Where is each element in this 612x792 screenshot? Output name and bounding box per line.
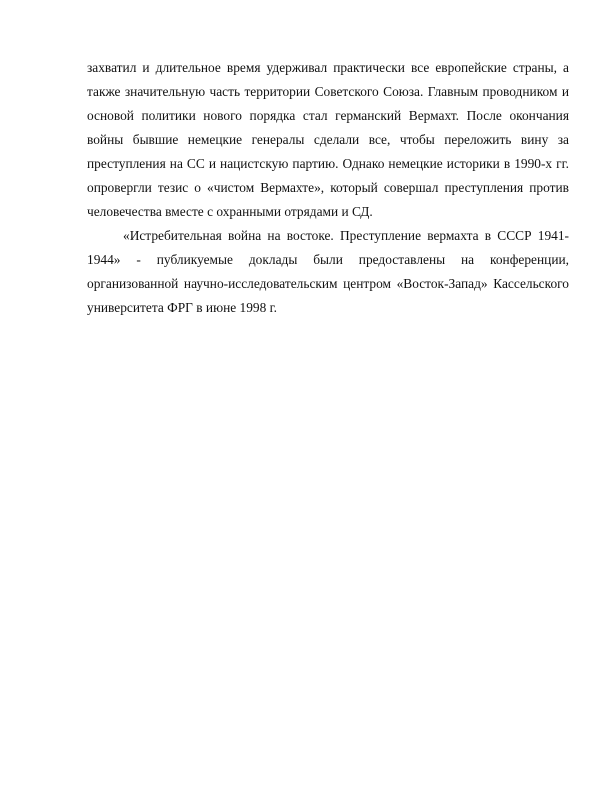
paragraph-continuation: захватил и длительное время удерживал практически все европейские страны, а также значительную часть территории Советского Союза. Главным проводником и основой политики нового порядка стал германский Вермахт. После окончания войны бывшие немецкие генералы сделали все, чтобы переложить вину за преступления на СС и нацистскую партию. Однако немецкие историки в 1990-х гг. опровергли тезис о «чистом Вермахте», который совершал преступления против человечества вместе с охранными отрядами и СД. — [87, 60, 569, 219]
body-text — [87, 56, 569, 320]
paragraph-conference: «Истребительная война на востоке. Преступление вермахта в СССР 1941-1944» - публикуемые доклады были предоставлены на конференции, организованной научно-исследовательским центром «Восток-Запад» Кассельского университета ФРГ в июне 1998 г. — [87, 228, 569, 315]
